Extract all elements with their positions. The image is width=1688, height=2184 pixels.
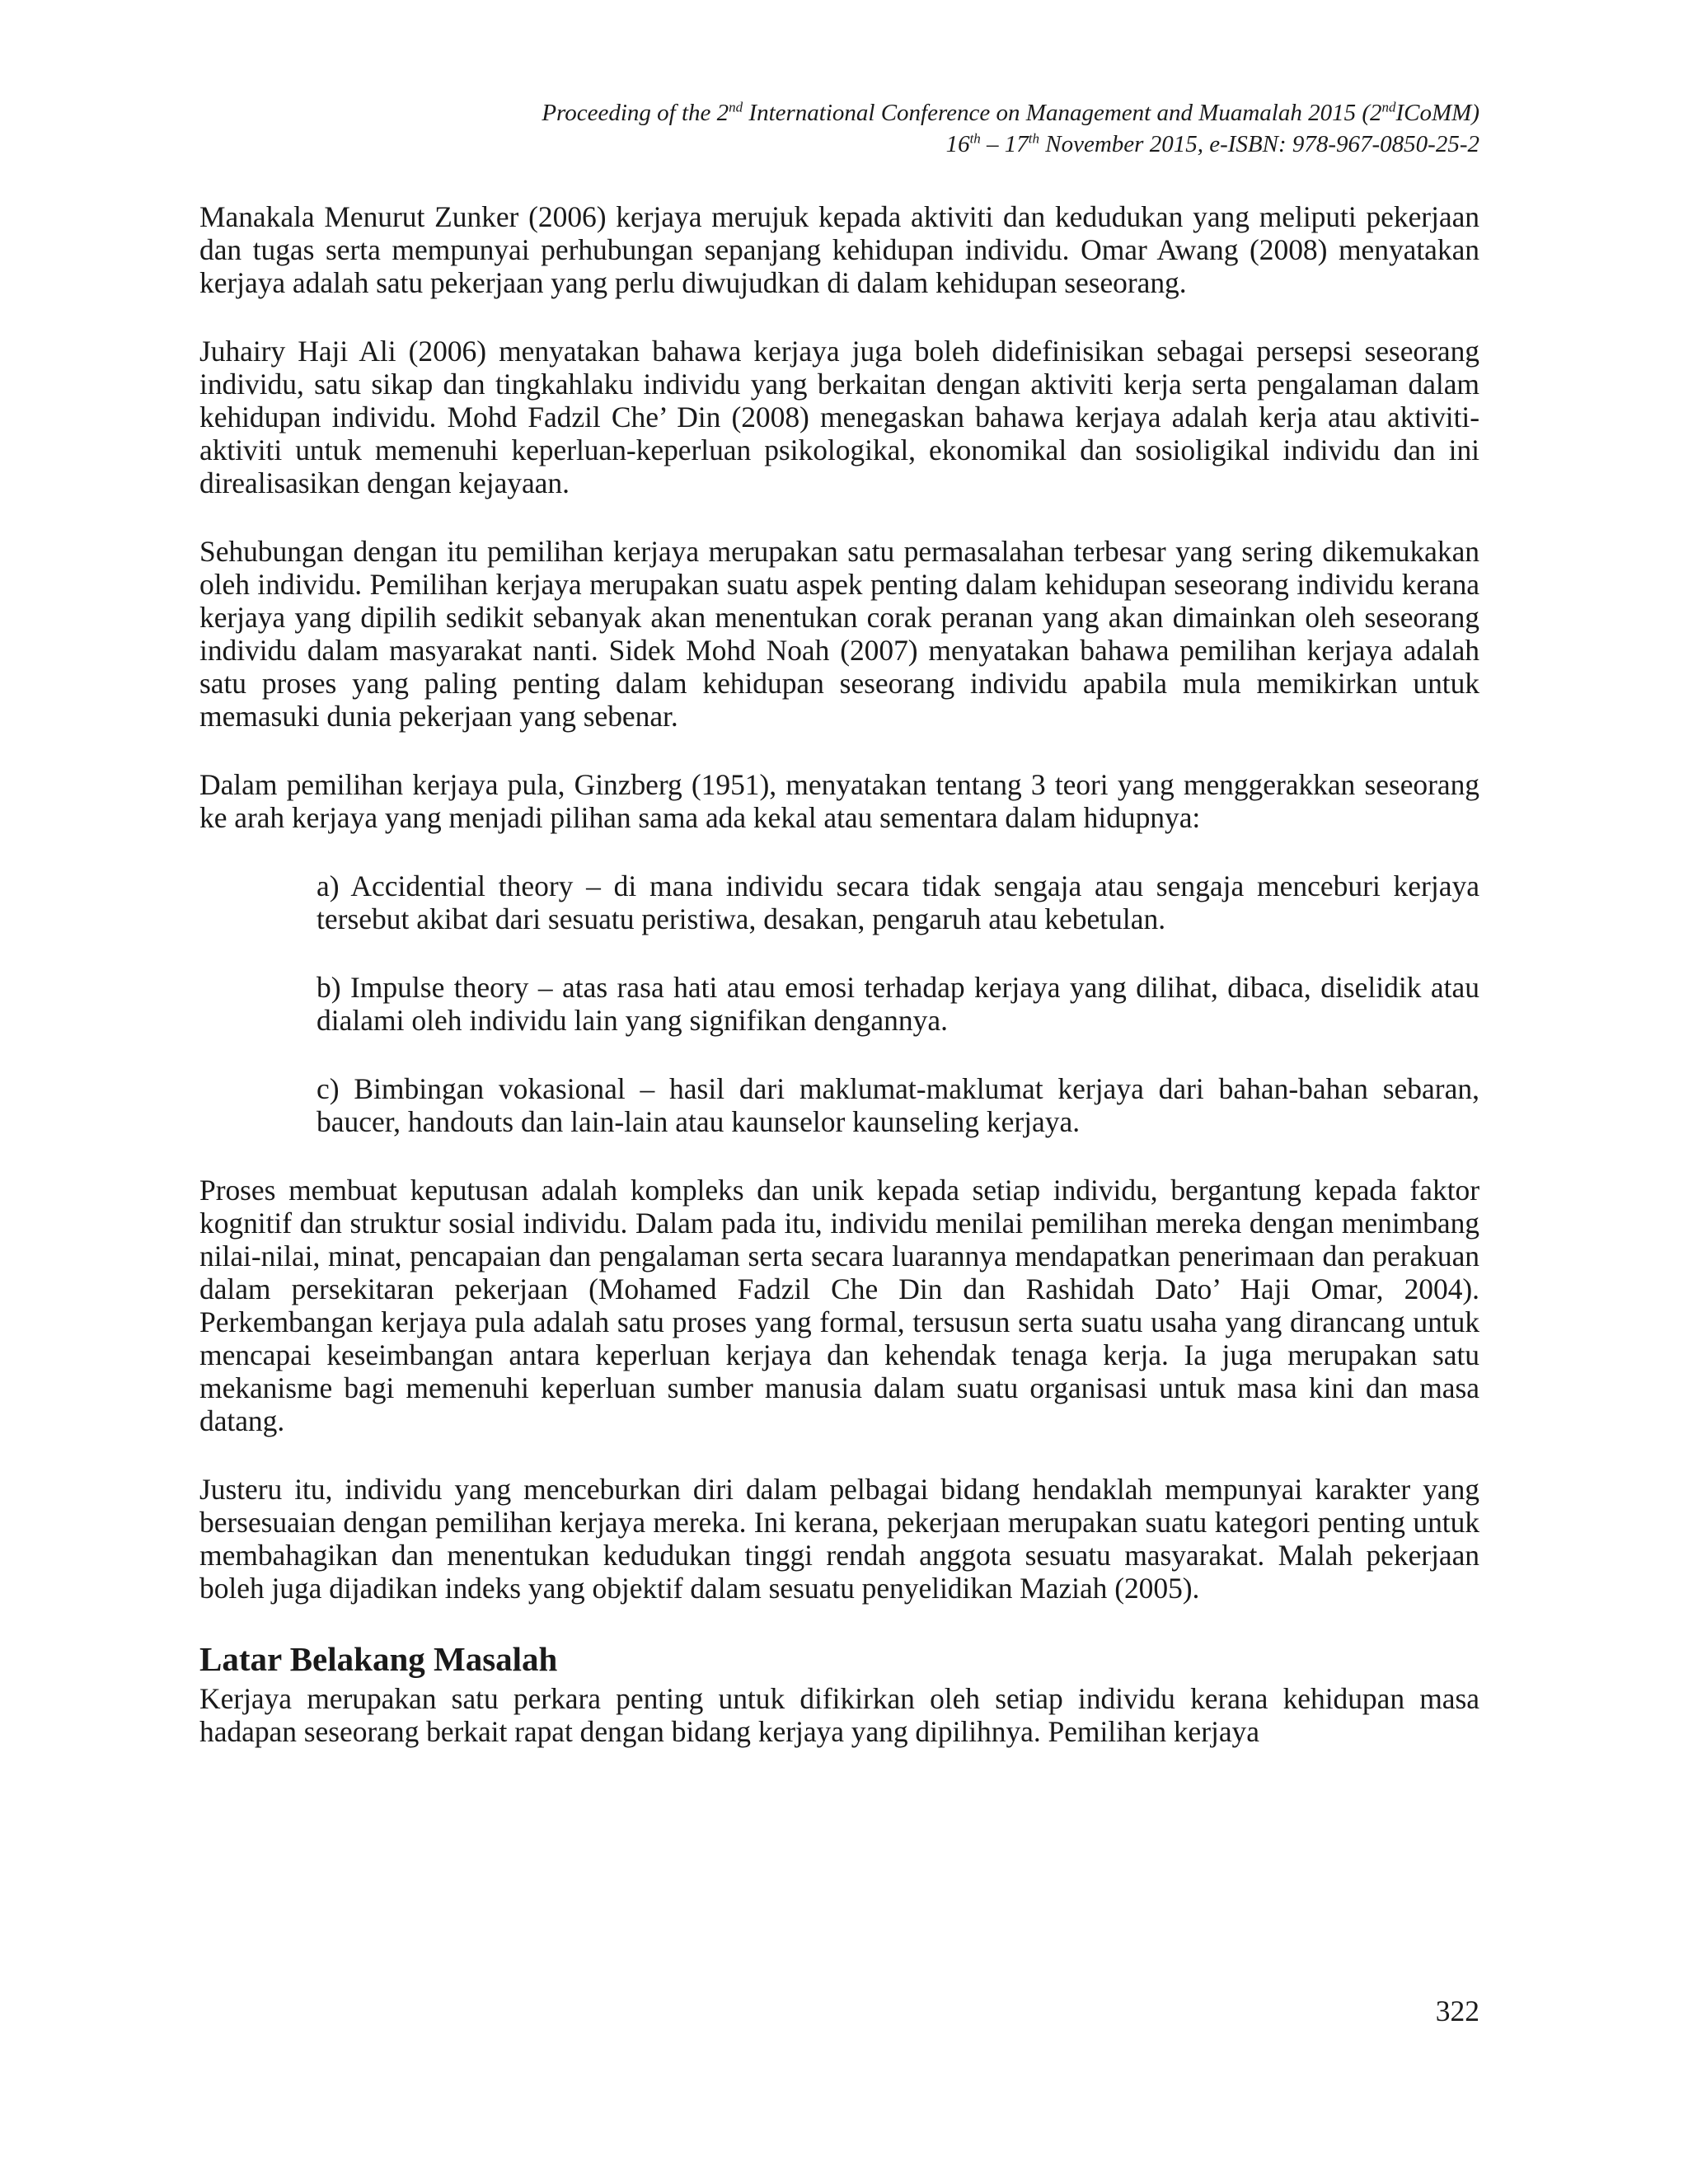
section-heading: Latar Belakang Masalah (199, 1640, 558, 1678)
theory-list (199, 869, 1479, 1138)
header-text: 16 (945, 131, 970, 157)
header-superscript: th (969, 130, 981, 147)
header-text: Proceeding of the 2 (542, 100, 729, 126)
paragraph: Dalam pemilihan kerjaya pula, Ginzberg (1951), menyatakan tentang 3 teori yang menggerakkan seseorang ke arah kerjaya yang menjadi pilihan sama ada kekal atau sementara dalam hidupnya: (199, 768, 1479, 834)
header-text: ICoMM) (1395, 100, 1479, 126)
paragraph: Kerjaya merupakan satu perkara penting untuk difikirkan oleh setiap individu kerana kehidupan masa hadapan seseorang berkait rapat dengan bidang kerjaya yang dipilihnya. Pemilihan kerjaya (199, 1682, 1479, 1748)
header-superscript: th (1028, 130, 1040, 147)
body-text (199, 200, 1479, 1748)
paragraph: Juhairy Haji Ali (2006) menyatakan bahawa kerjaya juga boleh didefinisikan sebagai persepsi seseorang individu, satu sikap dan tingkahlaku individu yang berkaitan dengan aktiviti kerja serta pengalaman dalam kehidupan individu. Mohd Fadzil Che’ Din (2008) menegaskan bahawa kerjaya adalah kerja atau aktiviti-aktiviti untuk memenuhi keperluan-keperluan psikologikal, ekonomikal dan sosioligikal individu dan ini direalisasikan dengan kejayaan. (199, 335, 1479, 499)
header-line-1 (78, 97, 1479, 129)
list-item: b) Impulse theory – atas rasa hati atau emosi terhadap kerjaya yang dilihat, dibaca, diselidik atau dialami oleh individu lain yang signifikan dengannya. (316, 971, 1479, 1037)
header-text: – 17 (980, 131, 1029, 157)
paragraph: Justeru itu, individu yang menceburkan diri dalam pelbagai bidang hendaklah mempunyai karakter yang bersesuaian dengan pemilihan kerjaya mereka. Ini kerana, pekerjaan merupakan suatu kategori penting untuk membahagikan dan menentukan kedudukan tinggi rendah anggota sesuatu masyarakat. Malah pekerjaan boleh juga dijadikan indeks yang objektif dalam sesuatu penyelidikan Maziah (2005). (199, 1473, 1479, 1605)
list-item: c) Bimbingan vokasional – hasil dari maklumat-maklumat kerjaya dari bahan-bahan sebaran, baucer, handouts dan lain-lain atau kaunselor kaunseling kerjaya. (316, 1072, 1479, 1138)
paragraph: Sehubungan dengan itu pemilihan kerjaya merupakan satu permasalahan terbesar yang sering dikemukakan oleh individu. Pemilihan kerjaya merupakan suatu aspek penting dalam kehidupan seseorang individu kerana kerjaya yang dipilih sedikit sebanyak akan menentukan corak peranan yang akan dimainkan oleh seseorang individu dalam masyarakat nanti. Sidek Mohd Noah (2007) menyatakan bahawa pemilihan kerjaya adalah satu proses yang paling penting dalam kehidupan seseorang individu apabila mula memikirkan untuk memasuki dunia pekerjaan yang sebenar. (199, 535, 1479, 733)
page-number: 322 (1435, 1994, 1479, 2027)
header-superscript: nd (1381, 99, 1396, 115)
header-text: November 2015, e-ISBN: 978-967-0850-25-2 (1039, 131, 1479, 157)
list-item: a) Accidential theory – di mana individu secara tidak sengaja atau sengaja menceburi kerjaya tersebut akibat dari sesuatu peristiwa, desakan, pengaruh atau kebetulan. (316, 869, 1479, 935)
running-header (78, 97, 1479, 160)
header-text: International Conference on Management and Muamalah 2015 (2 (743, 100, 1382, 126)
header-superscript: nd (729, 99, 743, 115)
paragraph: Manakala Menurut Zunker (2006) kerjaya merujuk kepada aktiviti dan kedudukan yang meliputi pekerjaan dan tugas serta mempunyai perhubungan sepanjang kehidupan individu. Omar Awang (2008) menyatakan kerjaya adalah satu pekerjaan yang perlu diwujudkan di dalam kehidupan seseorang. (199, 200, 1479, 299)
paragraph: Proses membuat keputusan adalah kompleks dan unik kepada setiap individu, bergantung kepada faktor kognitif dan struktur sosial individu. Dalam pada itu, individu menilai pemilihan mereka dengan menimbang nilai-nilai, minat, pencapaian dan pengalaman serta secara luarannya mendapatkan penerimaan dan perakuan dalam persekitaran pekerjaan (Mohamed Fadzil Che Din dan Rashidah Dato’ Haji Omar, 2004). Perkembangan kerjaya pula adalah satu proses yang formal, tersusun serta suatu usaha yang dirancang untuk mencapai keseimbangan antara keperluan kerjaya dan kehendak tenaga kerja. Ia juga merupakan satu mekanisme bagi memenuhi keperluan sumber manusia dalam suatu organisasi untuk masa kini dan masa datang. (199, 1174, 1479, 1437)
header-line-2 (78, 129, 1479, 160)
